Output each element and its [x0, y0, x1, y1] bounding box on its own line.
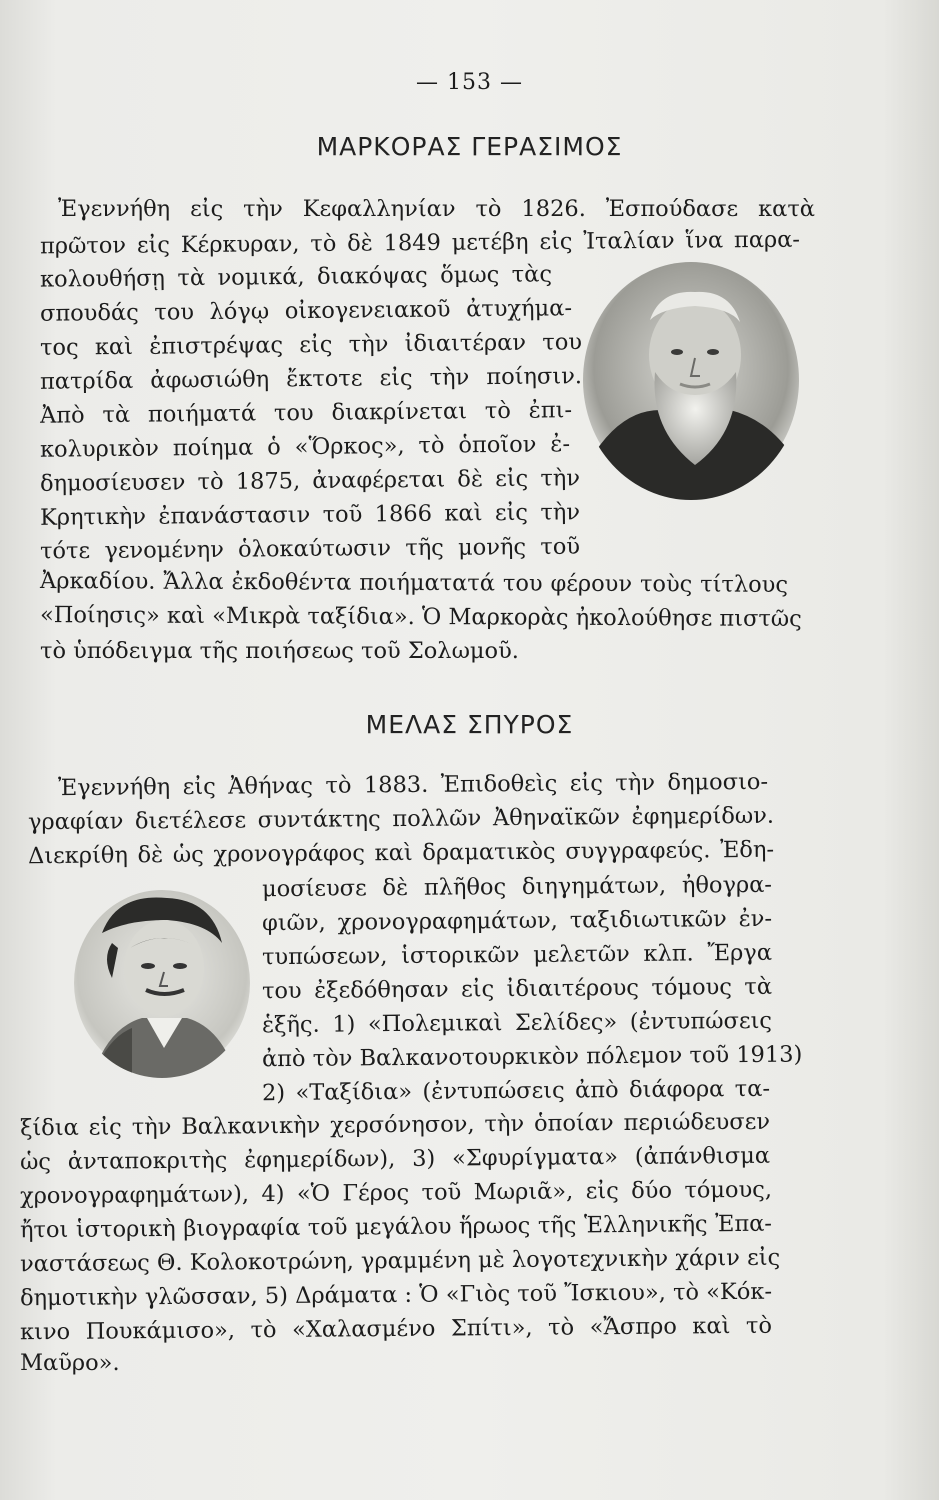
text-line: τυπώσεων, ἱστορικῶν μελετῶν κλπ. Ἔργα [261, 939, 773, 971]
text-line: ἀπὸ τὸν Βαλκανοτουρκικὸν πόλεμον τοῦ 1913) [261, 1041, 803, 1073]
text-line: Ἀρκαδίου. Ἄλλα ἐκδοθέντα ποιήματατά του φέρουν τοὺς τίτλους [39, 568, 789, 598]
section-heading-melas: ΜΕΛΑΣ ΣΠΥΡΟΣ [365, 710, 574, 739]
text-line: φιῶν, χρονογραφημάτων, ταξιδιωτικῶν ἐν- [261, 905, 773, 937]
text-line: χρονογραφημάτων), 4) «Ὁ Γέρος τοῦ Μωριᾶ», εἰς δύο τόμους, [19, 1176, 773, 1210]
text-line: κολουθήσῃ τὰ νομικά, διακόψας ὅμως τὰς [39, 261, 553, 293]
text-line: Ἐγεννήθη εἰς Ἀθήνας τὸ 1883. Ἐπιδοθεὶς εἰς τὴν δημοσιο- [57, 768, 769, 802]
text-line: δημοσίευσεν τὸ 1875, ἀναφέρεται δὲ εἰς τὴν [39, 465, 581, 497]
text-line: Μαῦρο». [20, 1350, 120, 1376]
section-heading-markoras: ΜΑΡΚΟΡΑΣ ΓΕΡΑΣΙΜΟΣ [316, 132, 623, 161]
text-line: μοσίευσε δὲ πλῆθος διηγημάτων, ἠθογρα- [261, 871, 773, 903]
text-line: ξίδια εἰς τὴν Βαλκανικὴν χερσόνησον, τὴν ὁποίαν περιώδευσεν [19, 1108, 771, 1142]
portrait-markoras [580, 260, 802, 500]
text-line: ἤτοι ἱστορικὴ βιογραφία τοῦ μεγάλου ἥρωος τῆς Ἑλληνικῆς Ἐπα- [19, 1210, 773, 1244]
text-line: κινο Πουκάμισο», τὸ «Χαλασμένο Σπίτι», τὸ «Ἄσπρο καὶ τὸ [19, 1312, 773, 1346]
text-line: «Ποίησις» καὶ «Μικρὰ ταξίδια». Ὁ Μαρκορὰς ἠκολούθησε πιστῶς [39, 602, 802, 633]
text-line: δημοτικὴν γλῶσσαν, 5) Δράματα : Ὁ «Γιὸς τοῦ Ἴσκιου», τὸ «Κόκ- [19, 1278, 773, 1312]
text-line: γραφίαν διετέλεσε συντάκτης πολλῶν Ἀθηναϊκῶν ἐφημερίδων. [27, 802, 775, 836]
portrait-melas [72, 888, 252, 1078]
text-line: ναστάσεως Θ. Κολοκοτρώνη, γραμμένη μὲ λογοτεχνικὴν χάριν εἰς [19, 1244, 781, 1278]
text-line: του ἐξεδόθησαν εἰς ἰδιαιτέρους τόμους τὰ [261, 973, 773, 1005]
text-line: Κρητικὴν ἐπανάστασιν τοῦ 1866 καὶ εἰς τὴν [39, 499, 581, 531]
text-line: Ἐγεννήθη εἰς τὴν Κεφαλληνίαν τὸ 1826. Ἐσπούδασε κατὰ [58, 196, 815, 222]
text-line: ὡς ἀνταποκριτὴς ἐφημερίδων), 3) «Σφυρίγματα» (ἀπάνθισμα [19, 1142, 771, 1176]
text-line: ἑξῆς. 1) «Πολεμικαὶ Σελίδες» (ἐντυπώσεις [261, 1007, 773, 1039]
text-line: Ἀπὸ τὰ ποιήματά του διακρίνεται τὸ ἐπι- [39, 397, 573, 429]
text-line: 2) «Ταξίδια» (ἐντυπώσεις ἀπὸ διάφορα τα- [261, 1075, 771, 1107]
text-line: τος καὶ ἐπιστρέψας εἰς τὴν ἰδιαιτέραν του [39, 329, 583, 361]
text-line: τότε γενομένην ὁλοκαύτωσιν τῆς μονῆς τοῦ [39, 533, 581, 565]
text-line: πατρίδα ἀφωσιώθη ἔκτοτε εἰς τὴν ποίησιν. [39, 363, 583, 395]
text-line: Διεκρίθη δὲ ὡς χρονογράφος καὶ δραματικὸς συγγραφεύς. Ἐδη- [27, 836, 775, 870]
text-line: κολυρικὸν ποίημα ὁ «Ὅρκος», τὸ ὁποῖον ἐ- [39, 431, 571, 463]
text-line: σπουδάς του λόγῳ οἰκογενειακοῦ ἀτυχήμα- [39, 295, 573, 327]
text-line: πρῶτον εἰς Κέρκυραν, τὸ δὲ 1849 μετέβη εἰς Ἰταλίαν ἵνα παρα- [39, 226, 801, 260]
page-number: — 153 — [416, 70, 523, 95]
text-line: τὸ ὑπόδειγμα τῆς ποιήσεως τοῦ Σολωμοῦ. [40, 638, 519, 664]
